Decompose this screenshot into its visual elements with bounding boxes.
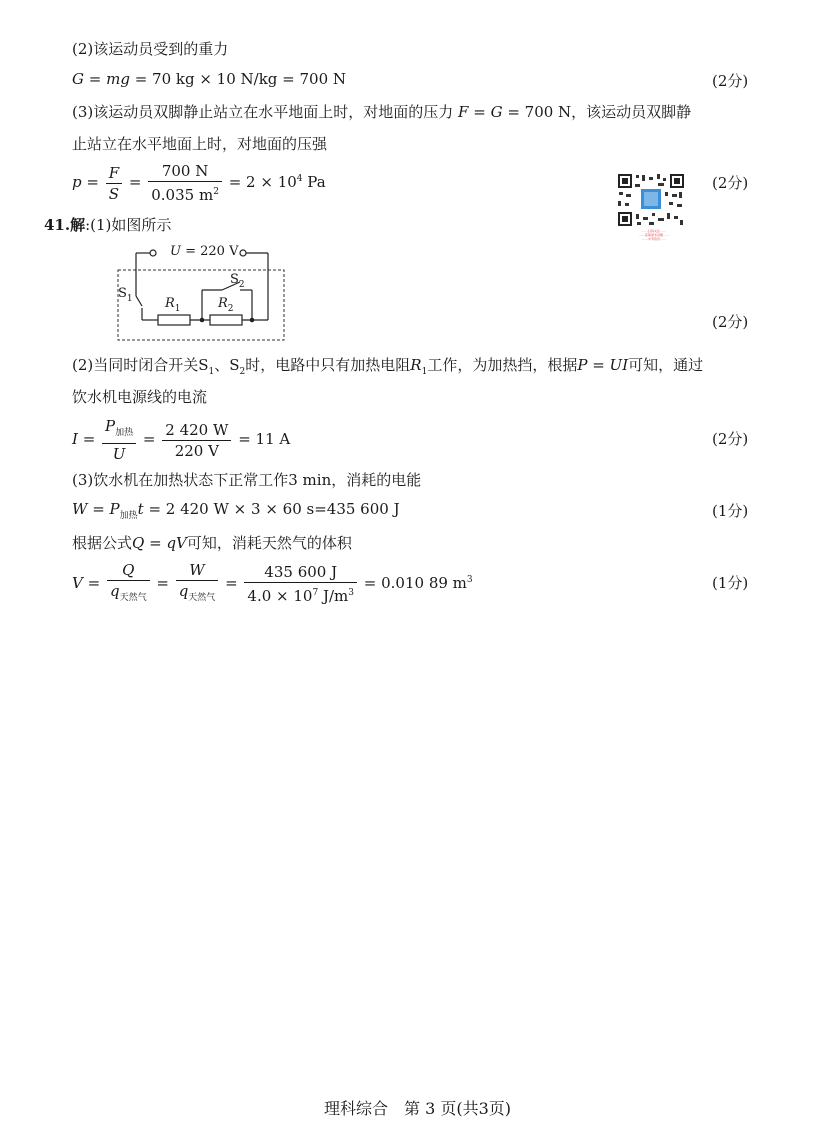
qr-code-image [616, 172, 686, 228]
current-equation: I = $\frac{P_{加热}}{U}$ = $\frac{2 420 W}{220 V}$ = 11 A [72, 417, 291, 463]
q41-part2-line1: (2)当同时闭合开关$S_1$、$S_2$时，电路中只有加热电阻$R_1$工作，为加热挡，根据P = UI可知，通过 [72, 356, 704, 377]
voltage-label: U = 220 V [170, 244, 239, 259]
resistor-r2 [210, 315, 242, 325]
qr-caption: ……扫码关注…… ……获取更多试题…… ……中考资讯…… [638, 229, 669, 241]
volume-equation: V = $\frac{Q}{q_{天然气}}$ = $\frac{W}{q_{天然气}}$ = $\frac{435 600 J}{4.0 \times 10^7 J/m^3}$ = 0.010 89 $m^3$ [72, 561, 473, 605]
r2-label: $R_2$ [218, 296, 234, 314]
score-part2: (2分) [712, 72, 749, 90]
score-part3: (2分) [712, 174, 749, 192]
terminal-left [150, 250, 156, 256]
resistor-r1 [158, 315, 190, 325]
s1-label: $S_1$ [118, 286, 133, 304]
q41-part3-line: (3)饮水机在加热状态下正常工作3 min，消耗的电能 [72, 471, 422, 489]
circuit-diagram [112, 240, 292, 344]
pressure-equation: p = $\frac{F}{S}$ = $\frac{700 N}{0.035 m^2}$ = $2 \times 10^4$ Pa [72, 162, 326, 204]
part3-line1: (3)该运动员双脚静止站立在水平地面上时，对地面的压力 F = G = 700 N，该运动员双脚静 [72, 103, 692, 121]
score-q41-2: (2分) [712, 430, 749, 448]
q41-heading: 41.解:(1)如图所示 [44, 216, 172, 234]
fraction-F-over-S: $\frac{F}{S}$ [106, 165, 122, 202]
fraction-700N: $\frac{700 N}{0.035 m^2}$ [148, 163, 222, 203]
switch-s1 [136, 296, 142, 306]
formula-line: 根据公式Q = qV可知，消耗天然气的体积 [72, 534, 352, 552]
dashed-box [118, 270, 284, 340]
terminal-right [240, 250, 246, 256]
s2-label: $S_2$ [230, 272, 245, 290]
gravity-formula: G = mg = 70 kg × 10 N/kg = 700 N [72, 70, 347, 88]
score-q41-3: (1分) [712, 502, 749, 520]
r1-label: $R_1$ [165, 296, 181, 314]
energy-equation: $W = P_{加热}t = 2$ 420 W × 3 × 60 s=435 600 J [72, 500, 400, 521]
score-q41-4: (1分) [712, 574, 749, 592]
part2-heading: (2)该运动员受到的重力 [72, 40, 229, 58]
q41-part2-line2: 饮水机电源线的电流 [72, 388, 208, 406]
page-footer: 理科综合 第 3 页(共3页) [323, 1099, 512, 1118]
score-q41-1: (2分) [712, 313, 749, 331]
part3-line2: 止站立在水平地面上时，对地面的压强 [72, 135, 328, 153]
